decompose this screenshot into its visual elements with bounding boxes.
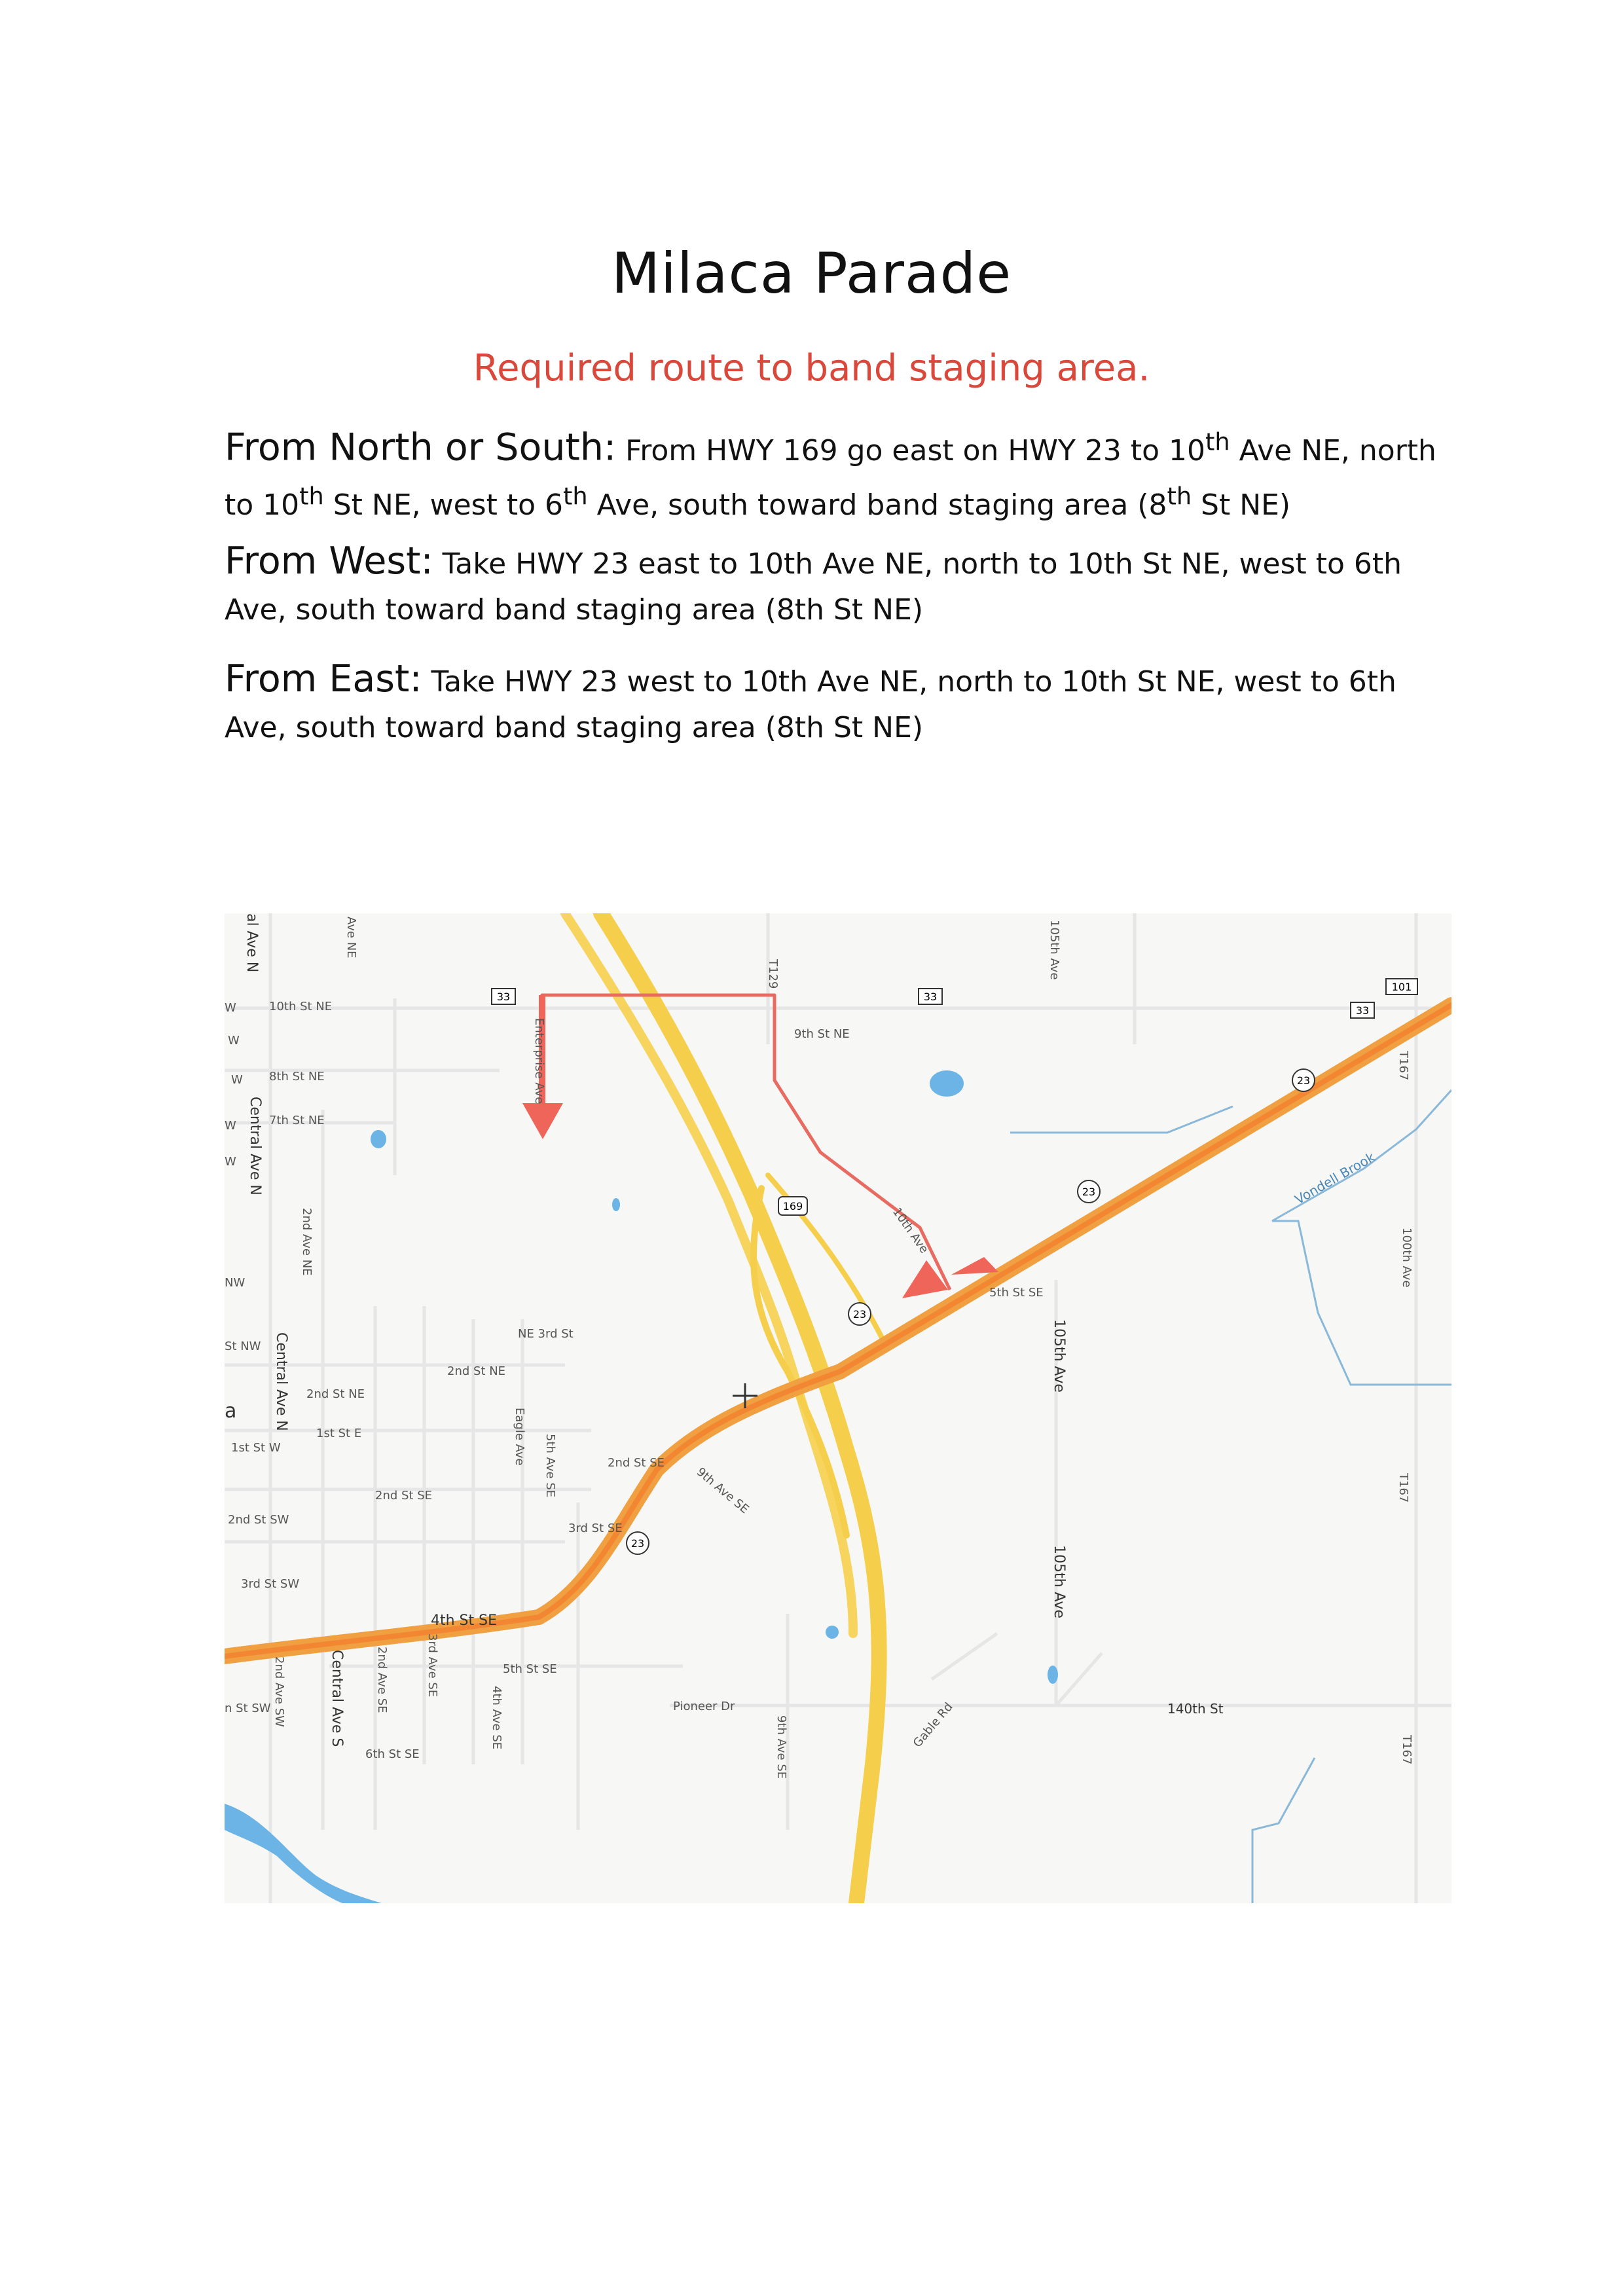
svg-text:33: 33 (1355, 1004, 1370, 1017)
svg-text:Central Ave N: Central Ave N (273, 1332, 289, 1431)
page-title: Milaca Parade (611, 241, 1012, 306)
svg-text:Vondell Brook: Vondell Brook (1292, 1149, 1378, 1208)
svg-text:23: 23 (852, 1308, 867, 1321)
svg-text:3rd Ave SE: 3rd Ave SE (426, 1633, 439, 1698)
svg-text:6th St SE: 6th St SE (365, 1747, 420, 1761)
route-text: From HWY 169 go east on HWY 23 to 10th Ave NE, north to 10th St NE, west to 6th Ave, south toward band staging area (8th St NE) (225, 428, 1436, 522)
svg-text:9th Ave SE: 9th Ave SE (693, 1465, 752, 1517)
route-lead: From West: (225, 539, 433, 583)
svg-text:2nd Ave NE: 2nd Ave NE (300, 1208, 314, 1276)
svg-text:Central Ave N: Central Ave N (247, 1097, 263, 1195)
route-north-south (225, 419, 1455, 528)
route-lead: From East: (225, 657, 422, 701)
svg-text:1st St W: 1st St W (231, 1441, 281, 1455)
svg-text:Ave NE: Ave NE (344, 917, 358, 958)
svg-text:Enterprise Ave: Enterprise Ave (532, 1018, 546, 1104)
svg-text:2nd St NE: 2nd St NE (306, 1387, 365, 1401)
svg-text:33: 33 (496, 991, 511, 1003)
svg-text:T167: T167 (1396, 1051, 1410, 1081)
svg-text:2nd St SE: 2nd St SE (608, 1456, 665, 1470)
svg-text:23: 23 (1296, 1074, 1311, 1087)
svg-text:2nd St SW: 2nd St SW (228, 1513, 289, 1527)
svg-text:Central Ave S: Central Ave S (329, 1650, 345, 1747)
svg-text:1st St E: 1st St E (316, 1427, 362, 1440)
svg-text:W: W (225, 1155, 236, 1169)
svg-text:105th Ave: 105th Ave (1051, 1545, 1067, 1618)
svg-text:5th Ave SE: 5th Ave SE (543, 1434, 557, 1498)
svg-text:Pioneer Dr: Pioneer Dr (673, 1700, 735, 1713)
svg-text:W: W (225, 1001, 236, 1015)
route-lead: From North or South: (225, 426, 617, 469)
page-subtitle: Required route to band staging area. (473, 347, 1150, 390)
svg-text:St NW: St NW (225, 1339, 261, 1353)
svg-text:10th St NE: 10th St NE (269, 1000, 333, 1013)
route-map (225, 913, 1451, 1903)
svg-text:W: W (228, 1034, 240, 1048)
svg-text:3rd St SE: 3rd St SE (568, 1522, 623, 1535)
svg-text:3rd St SW: 3rd St SW (241, 1577, 300, 1591)
svg-text:NE 3rd St: NE 3rd St (518, 1327, 574, 1341)
svg-text:33: 33 (923, 991, 938, 1003)
svg-text:105th Ave: 105th Ave (1051, 1319, 1067, 1393)
svg-text:T129: T129 (766, 959, 780, 989)
svg-text:2nd Ave SW: 2nd Ave SW (272, 1656, 286, 1727)
svg-text:9th St NE: 9th St NE (794, 1027, 850, 1041)
svg-text:T167: T167 (1396, 1473, 1410, 1503)
svg-text:2nd St NE: 2nd St NE (447, 1364, 506, 1378)
svg-text:23: 23 (630, 1537, 645, 1550)
svg-text:5th St SE: 5th St SE (989, 1286, 1044, 1300)
svg-text:169: 169 (782, 1200, 803, 1212)
svg-text:a: a (225, 1400, 237, 1423)
svg-text:2nd St SE: 2nd St SE (375, 1489, 433, 1503)
svg-text:W: W (231, 1073, 243, 1087)
svg-text:7th St NE: 7th St NE (269, 1114, 325, 1127)
svg-text:n St SW: n St SW (225, 1702, 271, 1715)
route-text: Take HWY 23 west to 10th Ave NE, north to 10th St NE, west to 6th Ave, south toward band staging area (8th St NE) (225, 665, 1396, 744)
svg-text:23: 23 (1082, 1186, 1096, 1198)
route-text: Take HWY 23 east to 10th Ave NE, north to 10th St NE, west to 6th Ave, south toward band staging area (8th St NE) (225, 547, 1402, 627)
svg-text:Gable Rd: Gable Rd (910, 1700, 956, 1751)
svg-text:al Ave N: al Ave N (244, 913, 260, 973)
svg-text:140th St: 140th St (1167, 1701, 1224, 1717)
svg-text:100th Ave: 100th Ave (1400, 1228, 1413, 1288)
svg-text:Eagle Ave: Eagle Ave (513, 1408, 526, 1466)
svg-text:4th St SE: 4th St SE (431, 1613, 498, 1629)
route-east (225, 656, 1455, 751)
svg-text:W: W (225, 1119, 236, 1133)
svg-text:NW: NW (225, 1276, 246, 1290)
svg-text:8th St NE: 8th St NE (269, 1070, 325, 1084)
svg-text:T167: T167 (1400, 1735, 1413, 1765)
svg-text:9th Ave SE: 9th Ave SE (775, 1715, 788, 1779)
svg-text:2nd Ave SE: 2nd Ave SE (375, 1647, 389, 1713)
svg-text:10th Ave: 10th Ave (889, 1205, 932, 1256)
svg-text:105th Ave: 105th Ave (1048, 920, 1061, 980)
svg-text:5th St SE: 5th St SE (503, 1662, 557, 1676)
svg-text:4th Ave SE: 4th Ave SE (490, 1686, 503, 1750)
route-west (225, 538, 1455, 633)
svg-text:101: 101 (1391, 981, 1412, 993)
